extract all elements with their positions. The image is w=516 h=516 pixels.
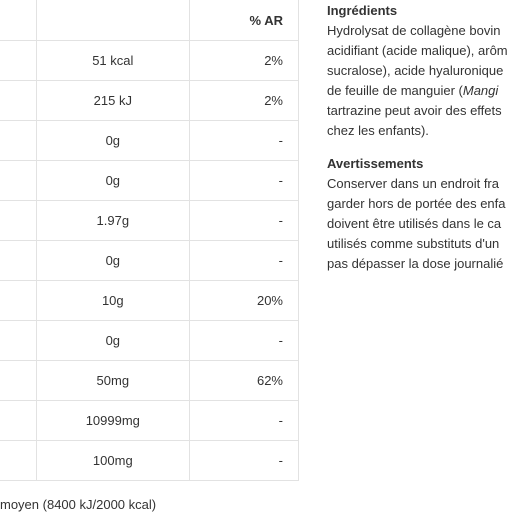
row-ar: -: [190, 401, 299, 441]
row-ar: -: [190, 201, 299, 241]
table-row: [0, 401, 299, 441]
row-ar: -: [190, 161, 299, 201]
row-value: 0g: [36, 241, 190, 281]
table-row: [0, 81, 299, 121]
row-value: 1.97g: [36, 201, 190, 241]
ingredients-line: chez les enfants).: [327, 123, 429, 138]
row-ar: 2%: [190, 81, 299, 121]
header-value-cell: [36, 0, 190, 41]
row-ar: 2%: [190, 41, 299, 81]
ingredients-line: tartrazine peut avoir des effets: [327, 103, 502, 118]
table-row: [0, 241, 299, 281]
row-ar: 20%: [190, 281, 299, 321]
table-row: [0, 441, 299, 481]
ingredients-title: Ingrédients: [327, 3, 398, 18]
table-row: [0, 281, 299, 321]
row-name-cell: [0, 401, 36, 441]
row-value: 10999mg: [36, 401, 190, 441]
row-ar: -: [190, 121, 299, 161]
warnings-line: doivent être utilisés dans le ca: [327, 216, 502, 231]
row-name-cell: [0, 441, 36, 481]
ingredients-line-text: de feuille de manguier (: [327, 83, 463, 98]
row-value: 10g: [36, 281, 190, 321]
row-ar: -: [190, 241, 299, 281]
header-name-cell: [0, 0, 36, 41]
table-row: [0, 361, 299, 401]
ingredients-line: sucralose), acide hyaluronique: [327, 63, 504, 78]
table-footnote: moyen (8400 kJ/2000 kcal): [0, 497, 157, 512]
row-ar: -: [190, 441, 299, 481]
table-row: [0, 41, 299, 81]
table-row: [0, 201, 299, 241]
table-row: [0, 321, 299, 361]
row-value: 51 kcal: [36, 41, 190, 81]
warnings-line: utilisés comme substituts d'un: [327, 236, 500, 251]
row-name-cell: [0, 321, 36, 361]
product-info-panel: [327, 0, 516, 274]
warnings-line: pas dépasser la dose journalié: [327, 256, 504, 271]
row-ar: -: [190, 321, 299, 361]
row-value: 0g: [36, 121, 190, 161]
warnings-line: garder hors de portée des enfa: [327, 196, 506, 211]
row-value: 0g: [36, 321, 190, 361]
row-ar: 62%: [190, 361, 299, 401]
row-value: 50mg: [36, 361, 190, 401]
row-name-cell: [0, 121, 36, 161]
row-name-cell: [0, 361, 36, 401]
row-value: 0g: [36, 161, 190, 201]
row-name-cell: [0, 241, 36, 281]
ingredients-italic-word: Mangi: [462, 83, 499, 98]
warnings-title: Avertissements: [327, 156, 424, 171]
table-header-row: [0, 0, 299, 41]
ingredients-line: Hydrolysat de collagène bovin: [327, 23, 501, 38]
row-value: 215 kJ: [36, 81, 190, 121]
ingredients-line: acidifiant (acide malique), arôm: [327, 43, 508, 58]
table-row: [0, 121, 299, 161]
row-value: 100mg: [36, 441, 190, 481]
row-name-cell: [0, 281, 36, 321]
table-row: [0, 161, 299, 201]
row-name-cell: [0, 201, 36, 241]
warnings-line: Conserver dans un endroit fra: [327, 176, 499, 191]
header-ar-cell: % AR: [190, 0, 299, 41]
ingredients-line: [327, 81, 516, 101]
row-name-cell: [0, 81, 36, 121]
row-name-cell: [0, 41, 36, 81]
row-name-cell: [0, 161, 36, 201]
